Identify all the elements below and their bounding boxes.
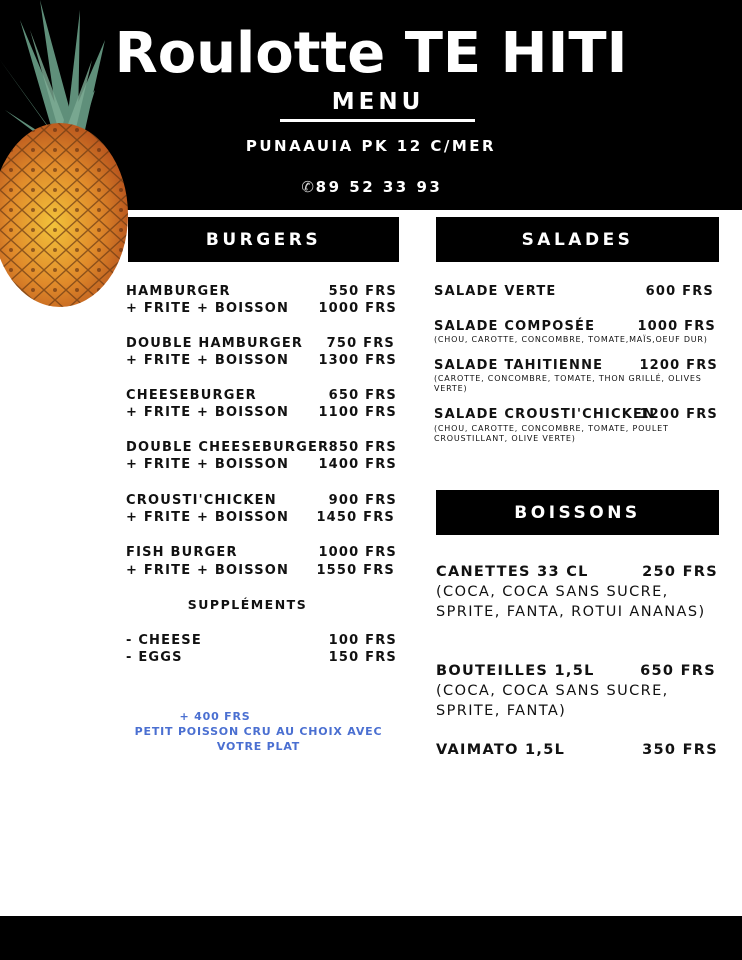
salad-price: 1200 FRS: [639, 407, 718, 422]
menu-heading: MENU: [331, 89, 425, 115]
salad-description: (CHOU, CAROTTE, CONCOMBRE, TOMATE,MAÏS,OEUF DUR): [434, 335, 708, 344]
address: PUNAAUIA PK 12 C/MER: [245, 137, 497, 155]
combo-name: + FRITE + BOISSON: [126, 457, 290, 472]
item-price: 850 FRS: [328, 440, 397, 455]
phone-icon: ✆: [301, 178, 314, 196]
item-name: CHEESEBURGER: [126, 388, 257, 403]
combo-price: 1550 FRS: [316, 563, 395, 578]
salad-price: 600 FRS: [645, 284, 714, 299]
salad-price: 1000 FRS: [637, 319, 716, 334]
item-price: 1000 FRS: [318, 545, 397, 560]
supplement-price: 150 FRS: [328, 650, 397, 665]
item-name: DOUBLE CHEESEBURGER: [126, 440, 330, 455]
combo-name: + FRITE + BOISSON: [126, 510, 290, 525]
item-price: 650 FRS: [328, 388, 397, 403]
salad-name: SALADE CROUSTI'CHICKEN: [434, 407, 656, 422]
boissons-heading: BOISSONS: [436, 490, 719, 535]
drink-name: CANETTES 33 CL: [436, 564, 589, 580]
item-price: 750 FRS: [326, 336, 395, 351]
drink-description: (COCA, COCA SANS SUCRE, SPRITE, FANTA): [436, 683, 669, 719]
combo-price: 1450 FRS: [316, 510, 395, 525]
item-name: DOUBLE HAMBURGER: [126, 336, 304, 351]
combo-name: + FRITE + BOISSON: [126, 563, 290, 578]
drink-name: VAIMATO 1,5L: [436, 742, 566, 758]
drink-price: 250 FRS: [642, 564, 718, 580]
salad-description: (CAROTTE, CONCOMBRE, TOMATE, THON GRILLÉ, OLIVES VERTE): [434, 374, 702, 393]
item-price: 550 FRS: [328, 284, 397, 299]
salades-heading: SALADES: [436, 217, 719, 262]
combo-name: + FRITE + BOISSON: [126, 405, 290, 420]
combo-name: + FRITE + BOISSON: [126, 353, 290, 368]
salad-description: (CHOU, CAROTTE, CONCOMBRE, TOMATE, POULET CROUSTILLANT, OLIVE VERTE): [434, 424, 669, 443]
drink-name: BOUTEILLES 1,5L: [436, 663, 595, 679]
supplements-heading: SUPPLÉMENTS: [187, 597, 308, 612]
combo-price: 1400 FRS: [318, 457, 397, 472]
footer-band: [0, 916, 742, 960]
salad-name: SALADE TAHITIENNE: [434, 358, 604, 373]
combo-name: + FRITE + BOISSON: [126, 301, 290, 316]
promo-line: PETIT POISSON CRU AU CHOIX AVEC: [134, 725, 383, 738]
combo-price: 1300 FRS: [318, 353, 397, 368]
supplement-name: - EGGS: [126, 650, 183, 665]
drink-description: (COCA, COCA SANS SUCRE, SPRITE, FANTA, ROTUI ANANAS): [436, 584, 706, 620]
salad-name: SALADE VERTE: [434, 284, 557, 299]
drink-price: 350 FRS: [642, 742, 718, 758]
item-name: HAMBURGER: [126, 284, 231, 299]
drink-price: 650 FRS: [640, 663, 716, 679]
item-price: 900 FRS: [328, 493, 397, 508]
burgers-heading: BURGERS: [128, 217, 399, 262]
item-name: CROUSTI'CHICKEN: [126, 493, 277, 508]
promo-line: VOTRE PLAT: [216, 740, 301, 753]
salad-name: SALADE COMPOSÉE: [434, 319, 596, 334]
promo-line: + 400 FRS: [179, 710, 251, 723]
menu-underline: [280, 119, 475, 122]
combo-price: 1000 FRS: [318, 301, 397, 316]
restaurant-title: Roulotte TE HITI: [114, 21, 628, 86]
combo-price: 1100 FRS: [318, 405, 397, 420]
supplement-price: 100 FRS: [328, 633, 397, 648]
salad-price: 1200 FRS: [639, 358, 718, 373]
phone-text: 89 52 33 93: [315, 178, 443, 196]
item-name: FISH BURGER: [126, 545, 238, 560]
supplement-name: - CHEESE: [126, 633, 202, 648]
phone-number: [0, 178, 742, 196]
